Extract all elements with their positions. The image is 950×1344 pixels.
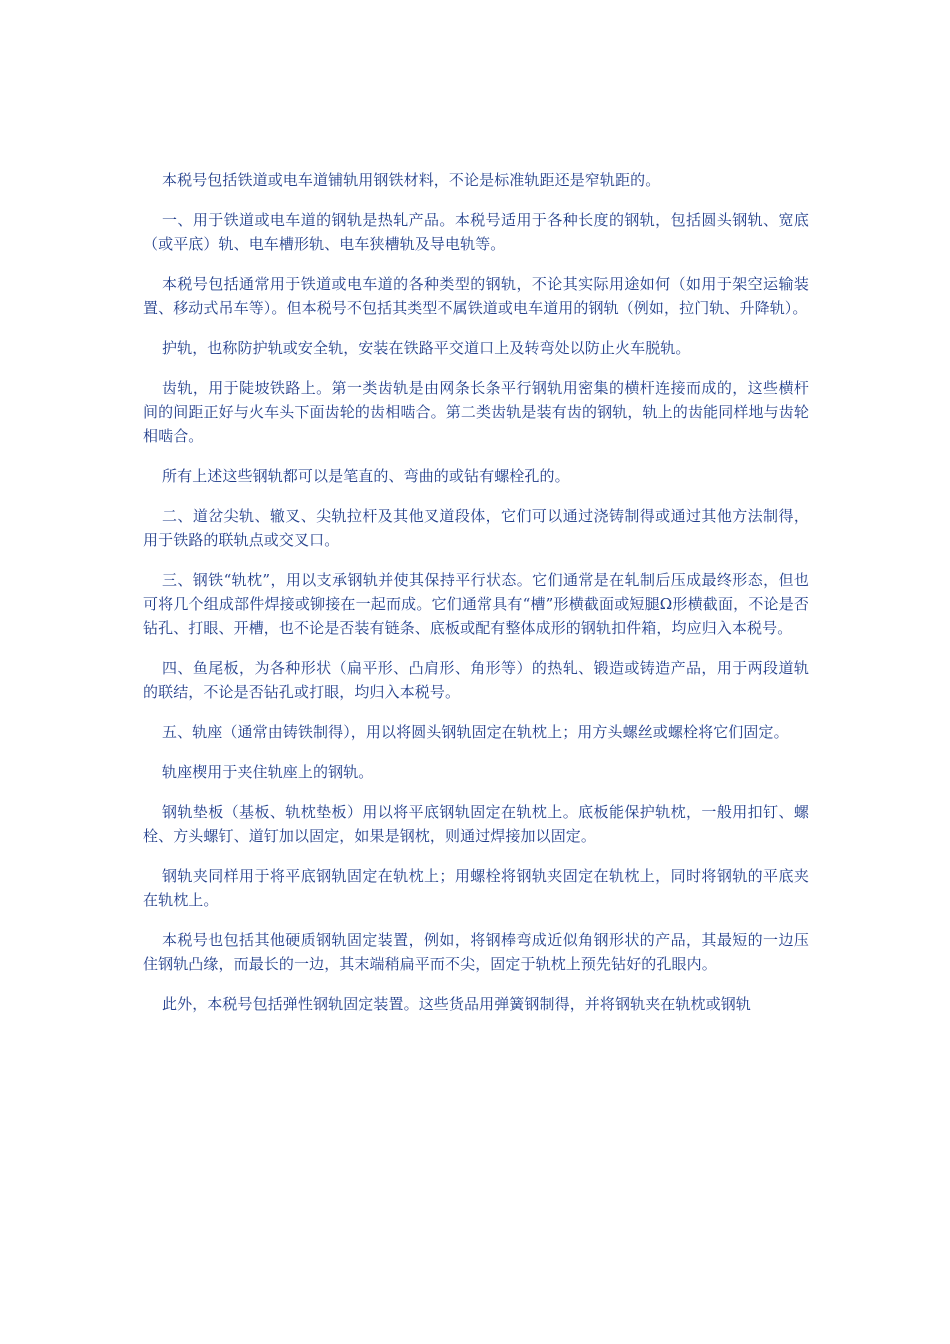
paragraph-rail-types: 本税号包括通常用于铁道或电车道的各种类型的钢轨，不论其实际用途如何（如用于架空运输装置、移动式吊车等）。但本税号不包括其类型不属铁道或电车道用的钢轨（例如，拉门轨、升降轨）。: [143, 275, 809, 317]
paragraph-rail-forms: 所有上述这些钢轨都可以是笔直的、弯曲的或钻有螺栓孔的。: [162, 467, 570, 485]
paragraph-rigid-fastenings: 本税号也包括其他硬质钢轨固定装置，例如，将钢棒弯成近似角钢形状的产品，其最短的一边压住钢轨凸缘，而最长的一边，其末端稍扁平而不尖，固定于轨枕上预先钻好的孔眼内。: [143, 931, 809, 973]
paragraph-chairs: 五、轨座（通常由铸铁制得），用以将圆头钢轨固定在轨枕上；用方头螺丝或螺栓将它们固定。: [162, 723, 789, 741]
paragraph-rack-rails: 齿轨，用于陡坡铁路上。第一类齿轨是由网条长条平行钢轨用密集的横杆连接而成的，这些横杆间的间距正好与火车头下面齿轮的齿相啮合。第二类齿轨是装有齿的钢轨，轨上的齿能同样地与齿轮相啮合。: [143, 379, 809, 445]
paragraph-elastic-fastenings: 此外，本税号包括弹性钢轨固定装置。这些货品用弹簧钢制得，并将钢轨夹在轨枕或钢轨: [162, 995, 751, 1013]
paragraph-rail-clips: 钢轨夹同样用于将平底钢轨固定在轨枕上；用螺栓将钢轨夹固定在轨枕上，同时将钢轨的平底夹在轨枕上。: [143, 867, 809, 909]
paragraph-sole-plates: 钢轨垫板（基板、轨枕垫板）用以将平底钢轨固定在轨枕上。底板能保护轨枕，一般用扣钉、螺栓、方头螺钉、道钉加以固定，如果是钢枕，则通过焊接加以固定。: [143, 803, 809, 845]
paragraph-intro: 本税号包括铁道或电车道铺轨用钢铁材料，不论是标准轨距还是窄轨距的。: [162, 171, 661, 189]
paragraph-fish-plates: 四、鱼尾板，为各种形状（扁平形、凸肩形、角形等）的热轧、锻造或铸造产品，用于两段道轨的联结，不论是否钻孔或打眼，均归入本税号。: [143, 659, 809, 701]
document-body: [143, 168, 809, 1016]
paragraph-sleepers: 三、钢铁“轨枕”，用以支承钢轨并使其保持平行状态。它们通常是在轧制后压成最终形态，但也可将几个组成部件焊接或铆接在一起而成。它们通常具有“槽”形横截面或短腿Ω形横截面，不论是否钻孔、打眼、开槽，也不论是否装有链条、底板或配有整体成形的钢轨扣件箱，均应归入本税号。: [143, 571, 809, 637]
paragraph-guard-rails: 护轨，也称防护轨或安全轨，安装在铁路平交道口上及转弯处以防止火车脱轨。: [162, 339, 691, 357]
paragraph-chair-wedges: 轨座楔用于夹住轨座上的钢轨。: [162, 763, 374, 781]
paragraph-switch-blades: 二、道岔尖轨、辙叉、尖轨拉杆及其他叉道段体，它们可以通过浇铸制得或通过其他方法制得，用于铁路的联轨点或交叉口。: [143, 507, 809, 549]
paragraph-rails: 一、用于铁道或电车道的钢轨是热轧产品。本税号适用于各种长度的钢轨，包括圆头钢轨、宽底（或平底）轨、电车槽形轨、电车狭槽轨及导电轨等。: [143, 211, 809, 253]
